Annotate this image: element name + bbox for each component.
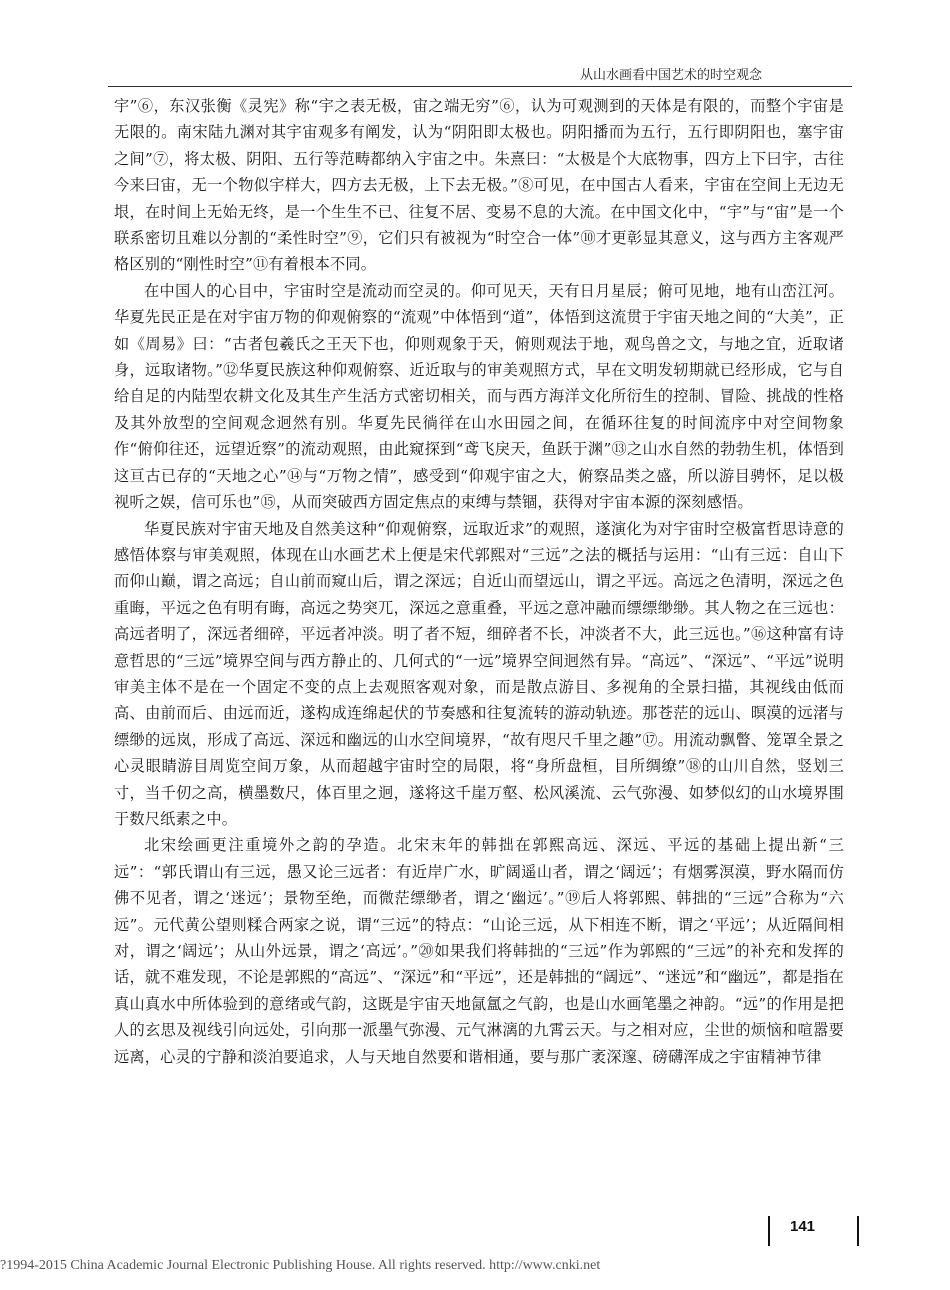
article-body [114, 93, 844, 1070]
running-header: 从山水画看中国艺术的时空观念 [579, 68, 762, 83]
paragraph: 华夏民族对宇宙天地及自然美这种“仰观俯察，远取近求”的观照，遂演化为对宇宙时空极富哲思诗意的感悟体察与审美观照，体现在山水画艺术上便是宋代郭熙对“三远”之法的概括与运用：“山有三远：自山下而仰山巅，谓之高远；自山前而窥山后，谓之深远；自近山而望远山，谓之平远。高远之色清明，深远之色重晦，平远之色有明有晦，高远之势突兀，深远之意重叠，平远之意冲融而缥缥缈缈。其人物之在三远也：高远者明了，深远者细碎，平远者冲淡。明了者不短，细碎者不长，冲淡者不大，此三远也。”⑯这种富有诗意哲思的“三远”境界空间与西方静止的、几何式的“一远”境界空间迥然有异。“高远”、“深远”、“平远”说明审美主体不是在一个固定不变的点上去观照客观对象，而是散点游目、多视角的全景扫描，其视线由低而高、由前而后、由远而近，遂构成连绵起伏的节奏感和往复流转的游动轨迹。那苍茫的远山、暝漠的远渚与缥缈的远岚，形成了高远、深远和幽远的山水空间境界，“故有咫尺千里之趣”⑰。用流动飘瞥、笼罩全景之心灵眼睛游目周览空间万象，从而超越宇宙时空的局限，将“身所盘桓，目所绸缭”⑱的山川自然，竖划三寸，当千仞之高，横墨数尺，体百里之迥，遂将这千崖万壑、松风溪流、云气弥漫、如梦似幻的山水境界围于数尺纸素之中。 [114, 519, 844, 828]
footer-right-bar [857, 1216, 859, 1246]
paragraph: 北宋绘画更注重境外之韵的孕造。北宋末年的韩拙在郭熙高远、深远、平远的基础上提出新“三远”：“郭氏谓山有三远，愚又论三远者：有近岸广水，旷阔遥山者，谓之‘阔远’；有烟雾溟漠，野水隔而仿佛不见者，谓之‘迷远’；景物至绝，而微茫缥缈者，谓之‘幽远’。”⑲后人将郭熙、韩拙的“三远”合称为“六远”。元代黄公望则糅合两家之说，谓“三远”的特点：“山论三远，从下相连不断，谓之‘平远’；从近隔间相对，谓之‘阔远’；从山外远景，谓之‘高远’。”⑳如果我们将韩拙的“三远”作为郭熙的“三远”的补充和发挥的话，就不难发现，不论是郭熙的“高远”、“深远”和“平远”，还是韩拙的“阔远”、“迷远”和“幽远”，都是指在真山真水中所体验到的意绪或气韵，这既是宇宙天地氤氲之气韵，也是山水画笔墨之神韵。“远”的作用是把人的玄思及视线引向远处，引向那一派墨气弥漫、元气淋漓的九霄云天。与之相对应，尘世的烦恼和喧嚣要远离，心灵的宁静和淡泊要追求，人与天地自然要和谐相通，要与那广袤深邃、磅礴浑成之宇宙精神节律 [114, 836, 844, 1066]
copyright-notice: ?1994-2015 China Academic Journal Electronic Publishing House. All rights reserved. http://www.cnki.net [0, 1258, 601, 1273]
paragraph: 在中国人的心目中，宇宙时空是流动而空灵的。仰可见天，天有日月星辰；俯可见地，地有山峦江河。华夏先民正是在对宇宙万物的仰观俯察的“流观”中体悟到“道”，体悟到这流贯于宇宙天地之间的“大美”，正如《周易》曰：“古者包羲氏之王天下也，仰则观象于天，俯则观法于地，观鸟兽之文，与地之宜，近取诸身，远取诸物。”⑫华夏民族这种仰观俯察、近近取与的审美观照方式，早在文明发轫期就已经形成，它与自给自足的内陆型农耕文化及其生产生活方式密切相关，而与西方海洋文化所衍生的控制、冒险、挑战的性格及其外放型的空间观念迥然有别。华夏先民徜徉在山水田园之间，在循环往复的时间流序中对空间物象作“俯仰往还，远望近察”的流动观照，由此窥探到“鸢飞戾天，鱼跃于渊”⑬之山水自然的勃勃生机，体悟到这亘古已存的“天地之心”⑭与“万物之情”，感受到“仰观宇宙之大，俯察品类之盛，所以游目骋怀，足以极视听之娱，信可乐也”⑮，从而突破西方固定焦点的束缚与禁锢，获得对宇宙本源的深刻感悟。 [114, 281, 844, 512]
header-rule [108, 86, 852, 87]
footer-left-bar [768, 1216, 770, 1246]
paragraph: 宇”⑥，东汉张衡《灵宪》称“宇之表无极，宙之端无穷”⑥，认为可观测到的天体是有限的，而整个宇宙是无限的。南宋陆九渊对其宇宙观多有阐发，认为“阴阳即太极也。阴阳播而为五行，五行即阴阳也，塞宇宙之间”⑦，将太极、阴阳、五行等范畴都纳入宇宙之中。朱熹曰：“太极是个大底物事，四方上下曰宇，古往今来曰宙，无一个物似宇样大，四方去无极，上下去无极。”⑧可见，在中国古人看来，宇宙在空间上无边无垠，在时间上无始无终，是一个生生不已、往复不居、变易不息的大流。在中国文化中，“宇”与“宙”是一个联系密切且难以分割的“柔性时空”⑨，它们只有被视为“时空合一体”⑩才更彰显其意义，这与西方主客观严格区别的“刚性时空”⑪有着根本不同。 [114, 97, 844, 274]
page-number: 141 [790, 1218, 816, 1235]
